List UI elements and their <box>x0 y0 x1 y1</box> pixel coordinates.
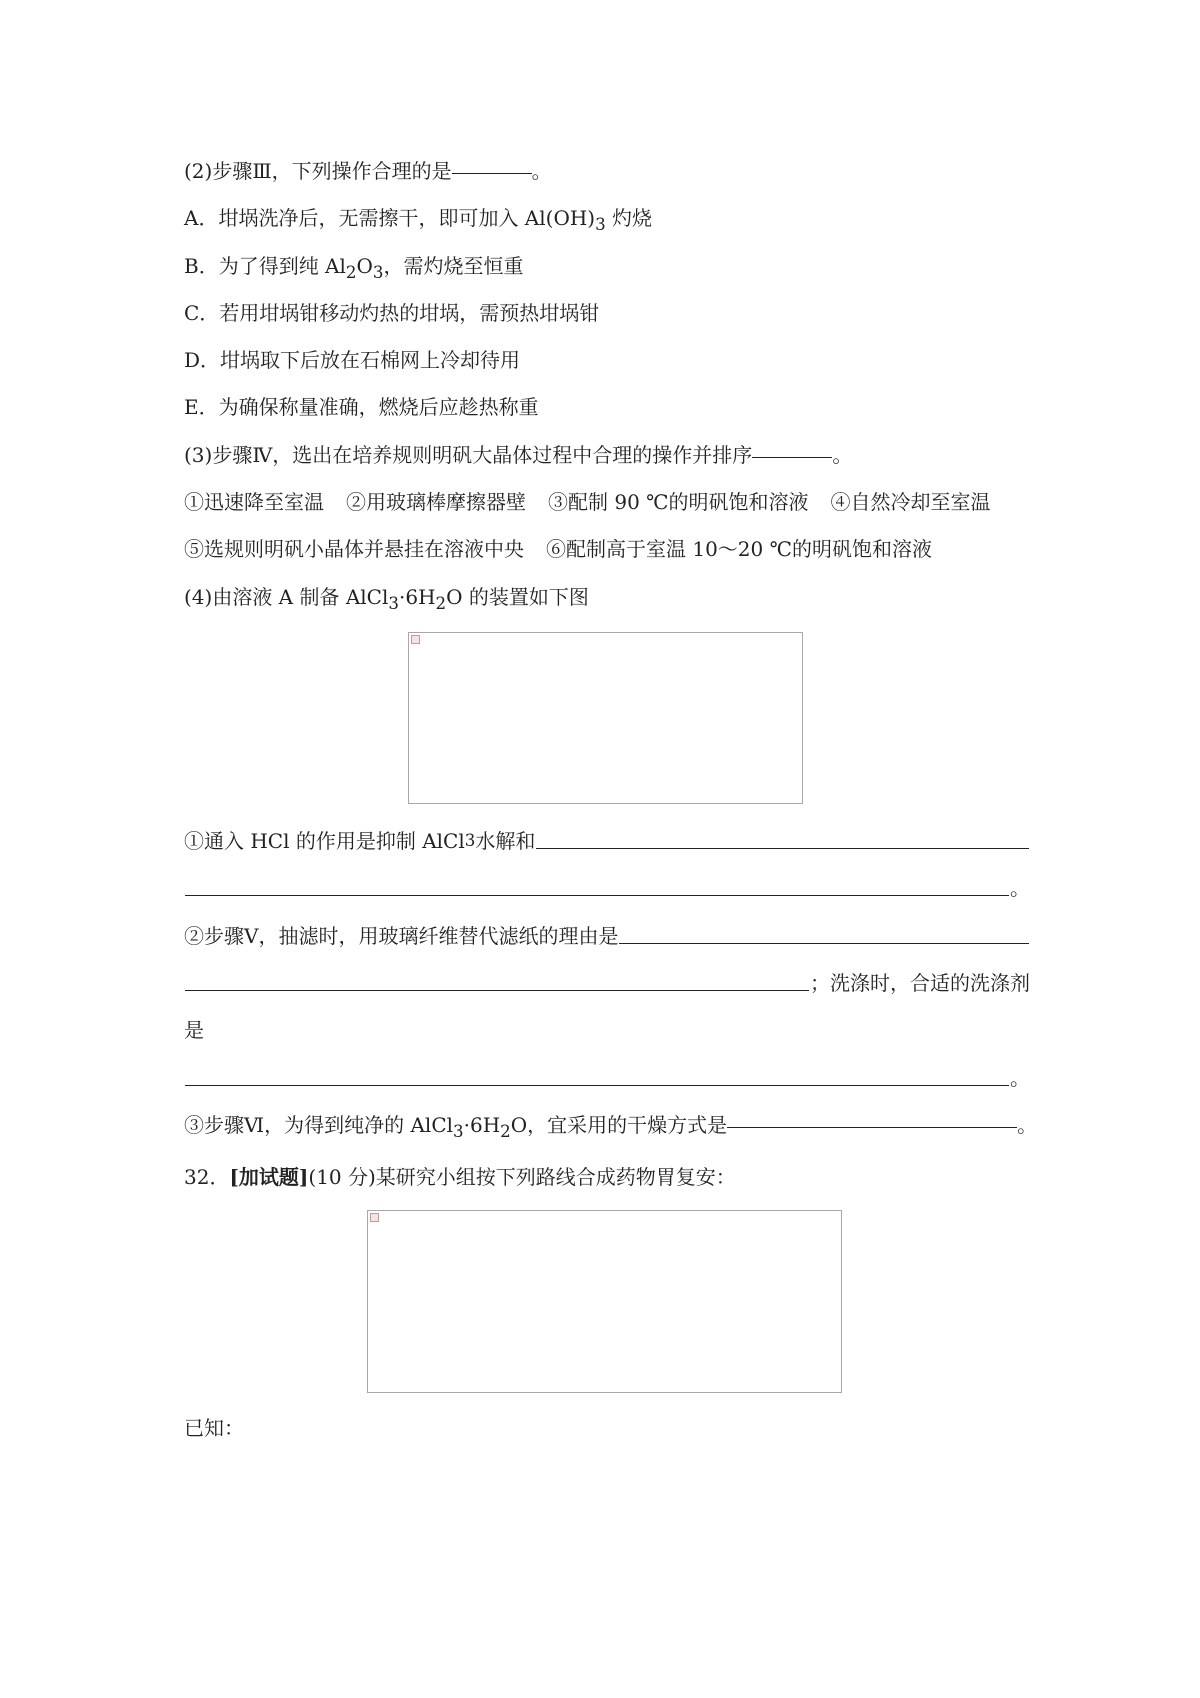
answer-blank[interactable] <box>536 847 1029 849</box>
q32-tag: [加试题] <box>229 1165 309 1189</box>
q2-option-e: E．为确保称量准确，燃烧后应趁热称重 <box>184 395 539 419</box>
q2-stem: (2)步骤Ⅲ，下列操作合理的是 。 <box>184 159 552 183</box>
q4-sub1-line2: 。 <box>184 873 1030 903</box>
q2-option-b: B．为了得到纯 $Al_2O_3$，需灼烧至恒重 <box>184 254 524 282</box>
q2-option-c: C．若用坩埚钳移动灼热的坩埚，需预热坩埚钳 <box>184 301 600 325</box>
q2-option-a: A．坩埚洗净后，无需擦干，即可加入 $Al(OH)_3$ 灼烧 <box>184 206 653 234</box>
answer-blank[interactable] <box>752 456 832 458</box>
broken-image-icon <box>370 1213 379 1222</box>
q4-sub3: ③步骤Ⅵ，为得到纯净的 $AlCl_3\cdot 6H_2O$，宜采用的干燥方式是 。 <box>184 1113 1038 1141</box>
q3-items-row1: ①迅速降至室温 ②用玻璃棒摩擦器壁 ③配制 90 ℃的明矾饱和溶液 ④自然冷却至室温 <box>184 490 991 514</box>
q4-stem: (4)由溶液 A 制备 $AlCl_3\cdot 6H_2O$ 的装置如下图 <box>184 585 589 613</box>
q3-items-row2: ⑤选规则明矾小晶体并悬挂在溶液中央 ⑥配制高于室温 10～20 ℃的明矾饱和溶液 <box>184 537 932 561</box>
q3-stem: (3)步骤Ⅳ，选出在培养规则明矾大晶体过程中合理的操作并排序 。 <box>184 443 853 467</box>
q32-known: 已知： <box>184 1416 244 1440</box>
answer-blank[interactable] <box>452 172 532 174</box>
answer-blank[interactable] <box>185 1084 1009 1086</box>
broken-image-icon <box>411 635 420 644</box>
q32-stem: 32．[加试题](10 分)某研究小组按下列路线合成药物胃复安： <box>184 1165 736 1189</box>
q2-option-d: D．坩埚取下后放在石棉网上冷却待用 <box>184 348 521 372</box>
q4-sub1-line1: ①通入 HCl 的作用是抑制 AlCl 3 水解和 <box>184 826 1030 856</box>
q4-sub2-line2: ；洗涤时，合适的洗涤剂 <box>184 968 1030 998</box>
apparatus-figure-placeholder <box>408 632 803 804</box>
answer-blank[interactable] <box>185 894 1009 896</box>
answer-blank[interactable] <box>619 942 1029 944</box>
q4-sub2-line3: 是 <box>184 1018 204 1042</box>
answer-blank[interactable] <box>185 989 809 991</box>
q4-sub2-line1: ②步骤Ⅴ，抽滤时，用玻璃纤维替代滤纸的理由是 <box>184 921 1030 951</box>
answer-blank[interactable] <box>727 1126 1017 1128</box>
synthesis-route-figure-placeholder <box>367 1210 842 1393</box>
q4-sub2-line4: 。 <box>184 1063 1030 1093</box>
